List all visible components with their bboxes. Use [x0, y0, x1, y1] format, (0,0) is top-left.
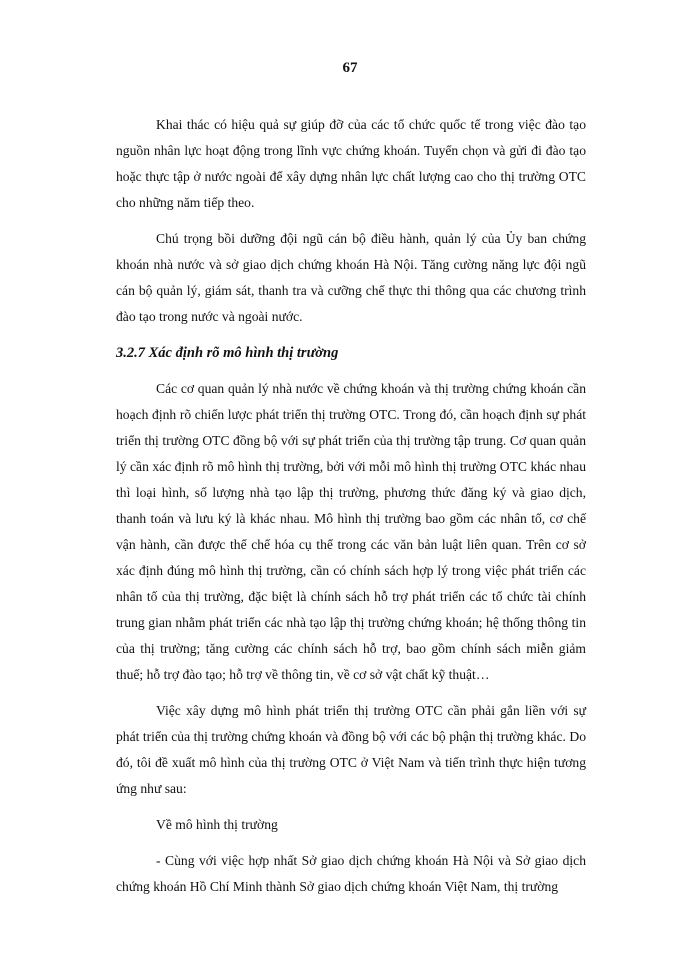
body-text [116, 112, 586, 900]
bullet-exchange-merger: - Cùng với việc hợp nhất Sở giao dịch chứng khoán Hà Nội và Sở giao dịch chứng khoán Hồ Chí Minh thành Sở giao dịch chứng khoán Việt Nam, thị trường [116, 853, 586, 894]
page-number: 67 [342, 60, 358, 76]
section-heading: 3.2.7 Xác định rõ mô hình thị trường [116, 345, 339, 361]
paragraph-market-strategy: Các cơ quan quản lý nhà nước về chứng khoán và thị trường chứng khoán cần hoạch định rõ chiến lược phát triển thị trường OTC. Trong đó, cần hoạch định sự phát triển thị trường OTC đồng bộ với sự phát triển của thị trường tập trung. Cơ quan quản lý cần xác định rõ mô hình thị trường, bởi với mỗi mô hình thị trường OTC khác nhau thì loại hình, số lượng nhà tạo lập thị trường, phương thức đăng ký và giao dịch, thanh toán và lưu ký là khác nhau. Mô hình thị trường bao gồm các nhân tố, cơ chế vận hành, cần được thể chế hóa cụ thể trong các văn bản luật liên quan. Trên cơ sở xác định đúng mô hình thị trường, cần có chính sách hợp lý trong việc phát triển các nhân tố của thị trường, đặc biệt là chính sách hỗ trợ phát triển các tổ chức tài chính trung gian nhằm phát triển các nhà tạo lập thị trường chứng khoán; hệ thống thông tin của thị trường; tăng cường các chính sách hỗ trợ, bao gồm chính sách miễn giảm thuế; hỗ trợ đào tạo; hỗ trợ về thông tin, về cơ sở vật chất kỹ thuật… [116, 381, 586, 682]
subheading-market-model: Về mô hình thị trường [156, 817, 278, 832]
paragraph-training-cooperation: Khai thác có hiệu quả sự giúp đỡ của các tổ chức quốc tế trong việc đào tạo nguồn nhân lực hoạt động trong lĩnh vực chứng khoán. Tuyển chọn và gửi đi đào tạo hoặc thực tập ở nước ngoài để xây dựng nhân lực chất lượng cao cho thị trường OTC cho những năm tiếp theo. [116, 117, 586, 210]
paragraph-staff-development: Chú trọng bồi dưỡng đội ngũ cán bộ điều hành, quản lý của Ủy ban chứng khoán nhà nước và sở giao dịch chứng khoán Hà Nội. Tăng cường năng lực đội ngũ cán bộ quản lý, giám sát, thanh tra và cưỡng chế thực thi thông qua các chương trình đào tạo trong nước và ngoài nước. [116, 231, 586, 324]
paragraph-model-proposal: Việc xây dựng mô hình phát triển thị trường OTC cần phải gắn liền với sự phát triển của thị trường chứng khoán và đồng bộ với các bộ phận thị trường khác. Do đó, tôi đề xuất mô hình của thị trường OTC ở Việt Nam và tiến trình thực hiện tương ứng như sau: [116, 703, 586, 796]
